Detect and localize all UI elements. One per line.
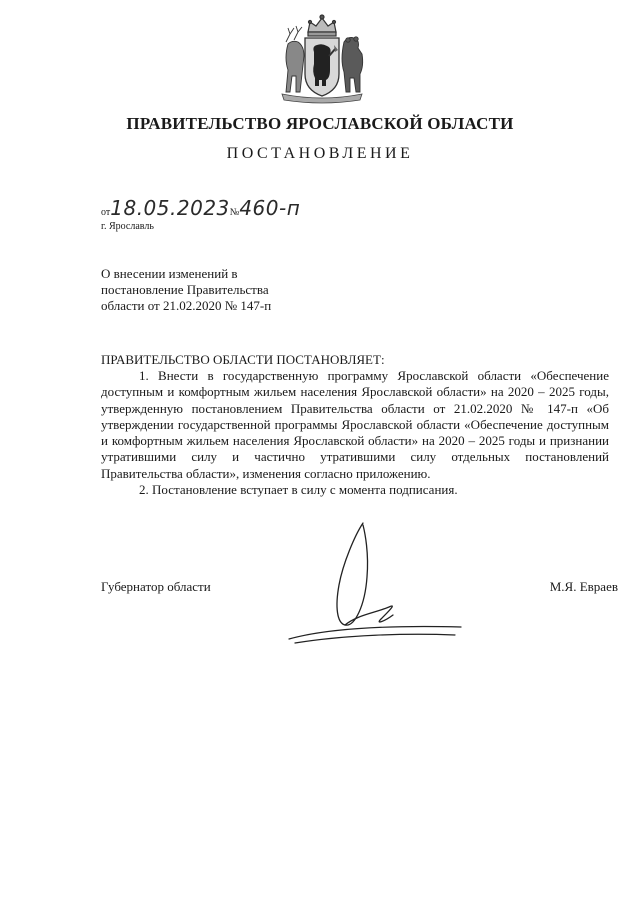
document-subject <box>101 266 331 314</box>
from-label: от <box>101 207 111 218</box>
subject-line: О внесении изменений в <box>101 266 238 281</box>
decree-item: 2. Постановление вступает в силу с момента подписания. <box>139 482 458 498</box>
subject-line: области от 21.02.2020 № 147-п <box>101 298 272 313</box>
coat-of-arms-icon <box>272 12 372 104</box>
number-label: № <box>229 207 240 218</box>
signer-position: Губернатор области <box>101 579 211 594</box>
handwritten-signature <box>285 515 465 650</box>
handwritten-date: 18.05.2023 <box>110 196 230 220</box>
decree-body <box>101 368 609 498</box>
decree-item: 1. Внести в государственную программу Ярославской области «Обеспечение доступным и комфортным жильем населения Ярославской области» на 2020 – 2025 годы, утвержденную постановлением Правительства области от 21.02.2020 № 147-п «Об утверждении государственной программы Ярославской области «Обеспечение доступным и комфортным жильем населения Ярославской области» на 2020 – 2025 годы и признании утратившими силу и частично утратившими силу отдельных постановлений Правительства области», изменения согласно приложению. <box>101 368 609 481</box>
document-type: ПОСТАНОВЛЕНИЕ <box>226 145 414 162</box>
subject-line: постановление Правительства <box>101 282 269 297</box>
city-label: г. Ярославль <box>101 221 154 232</box>
organization-title: ПРАВИТЕЛЬСТВО ЯРОСЛАВСКОЙ ОБЛАСТИ <box>126 114 514 133</box>
signer-name: М.Я. Евраев <box>549 579 618 594</box>
registration-line <box>101 196 300 222</box>
handwritten-number: 460-п <box>239 196 301 220</box>
decree-heading: ПРАВИТЕЛЬСТВО ОБЛАСТИ ПОСТАНОВЛЯЕТ: <box>101 352 385 367</box>
